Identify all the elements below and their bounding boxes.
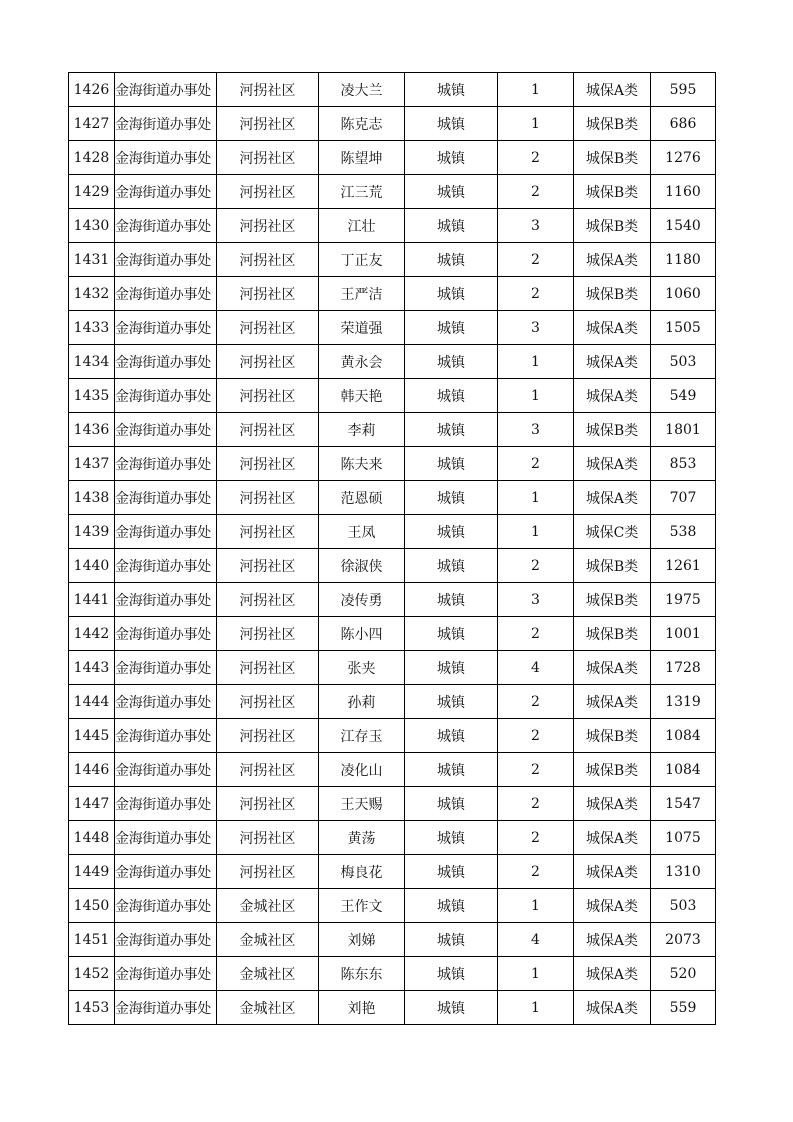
family-size-cell: 1 [498, 379, 574, 413]
office-cell: 金海街道办事处 [115, 753, 217, 787]
table-row [69, 991, 716, 1025]
community-cell: 河拐社区 [217, 787, 319, 821]
family-size-cell: 1 [498, 515, 574, 549]
household-type-cell: 城镇 [405, 821, 498, 855]
community-cell: 河拐社区 [217, 107, 319, 141]
insurance-category-cell: 城保B类 [574, 209, 651, 243]
insurance-category-cell: 城保A类 [574, 345, 651, 379]
serial-number-cell: 1431 [69, 243, 115, 277]
community-cell: 河拐社区 [217, 515, 319, 549]
insurance-category-cell: 城保A类 [574, 923, 651, 957]
amount-cell: 1310 [651, 855, 716, 889]
name-cell: 江存玉 [319, 719, 405, 753]
household-type-cell: 城镇 [405, 583, 498, 617]
name-cell: 陈望坤 [319, 141, 405, 175]
roster-table [68, 72, 716, 1025]
family-size-cell: 3 [498, 413, 574, 447]
household-type-cell: 城镇 [405, 753, 498, 787]
household-type-cell: 城镇 [405, 685, 498, 719]
insurance-category-cell: 城保A类 [574, 957, 651, 991]
table-row [69, 583, 716, 617]
table-row [69, 651, 716, 685]
community-cell: 河拐社区 [217, 209, 319, 243]
name-cell: 刘娣 [319, 923, 405, 957]
community-cell: 河拐社区 [217, 447, 319, 481]
household-type-cell: 城镇 [405, 787, 498, 821]
family-size-cell: 2 [498, 821, 574, 855]
family-size-cell: 1 [498, 73, 574, 107]
serial-number-cell: 1448 [69, 821, 115, 855]
family-size-cell: 1 [498, 481, 574, 515]
community-cell: 河拐社区 [217, 413, 319, 447]
insurance-category-cell: 城保A类 [574, 787, 651, 821]
office-cell: 金海街道办事处 [115, 413, 217, 447]
table-row [69, 889, 716, 923]
name-cell: 王作文 [319, 889, 405, 923]
name-cell: 范恩硕 [319, 481, 405, 515]
office-cell: 金海街道办事处 [115, 175, 217, 209]
table-row [69, 345, 716, 379]
name-cell: 王凤 [319, 515, 405, 549]
household-type-cell: 城镇 [405, 889, 498, 923]
household-type-cell: 城镇 [405, 719, 498, 753]
community-cell: 河拐社区 [217, 583, 319, 617]
community-cell: 河拐社区 [217, 243, 319, 277]
serial-number-cell: 1452 [69, 957, 115, 991]
family-size-cell: 2 [498, 855, 574, 889]
table-row [69, 447, 716, 481]
table-row [69, 617, 716, 651]
table-row [69, 685, 716, 719]
amount-cell: 1075 [651, 821, 716, 855]
amount-cell: 1261 [651, 549, 716, 583]
amount-cell: 1540 [651, 209, 716, 243]
serial-number-cell: 1444 [69, 685, 115, 719]
household-type-cell: 城镇 [405, 651, 498, 685]
insurance-category-cell: 城保A类 [574, 651, 651, 685]
office-cell: 金海街道办事处 [115, 243, 217, 277]
amount-cell: 1728 [651, 651, 716, 685]
community-cell: 金城社区 [217, 923, 319, 957]
insurance-category-cell: 城保B类 [574, 617, 651, 651]
household-type-cell: 城镇 [405, 957, 498, 991]
family-size-cell: 2 [498, 685, 574, 719]
household-type-cell: 城镇 [405, 515, 498, 549]
office-cell: 金海街道办事处 [115, 889, 217, 923]
family-size-cell: 4 [498, 923, 574, 957]
insurance-category-cell: 城保B类 [574, 175, 651, 209]
office-cell: 金海街道办事处 [115, 855, 217, 889]
name-cell: 凌大兰 [319, 73, 405, 107]
insurance-category-cell: 城保B类 [574, 413, 651, 447]
office-cell: 金海街道办事处 [115, 515, 217, 549]
name-cell: 梅良花 [319, 855, 405, 889]
name-cell: 江壮 [319, 209, 405, 243]
serial-number-cell: 1427 [69, 107, 115, 141]
household-type-cell: 城镇 [405, 311, 498, 345]
serial-number-cell: 1432 [69, 277, 115, 311]
table-row [69, 175, 716, 209]
office-cell: 金海街道办事处 [115, 923, 217, 957]
table-row [69, 821, 716, 855]
community-cell: 河拐社区 [217, 73, 319, 107]
community-cell: 河拐社区 [217, 175, 319, 209]
office-cell: 金海街道办事处 [115, 617, 217, 651]
insurance-category-cell: 城保A类 [574, 889, 651, 923]
household-type-cell: 城镇 [405, 481, 498, 515]
insurance-category-cell: 城保A类 [574, 447, 651, 481]
community-cell: 河拐社区 [217, 549, 319, 583]
household-type-cell: 城镇 [405, 107, 498, 141]
family-size-cell: 1 [498, 345, 574, 379]
amount-cell: 503 [651, 889, 716, 923]
family-size-cell: 3 [498, 583, 574, 617]
name-cell: 凌化山 [319, 753, 405, 787]
insurance-category-cell: 城保B类 [574, 583, 651, 617]
insurance-category-cell: 城保A类 [574, 311, 651, 345]
community-cell: 河拐社区 [217, 821, 319, 855]
family-size-cell: 1 [498, 889, 574, 923]
name-cell: 黄永会 [319, 345, 405, 379]
table-row [69, 413, 716, 447]
table-row [69, 719, 716, 753]
serial-number-cell: 1429 [69, 175, 115, 209]
household-type-cell: 城镇 [405, 141, 498, 175]
serial-number-cell: 1439 [69, 515, 115, 549]
insurance-category-cell: 城保A类 [574, 481, 651, 515]
insurance-category-cell: 城保A类 [574, 991, 651, 1025]
table-row [69, 243, 716, 277]
insurance-category-cell: 城保A类 [574, 821, 651, 855]
household-type-cell: 城镇 [405, 175, 498, 209]
office-cell: 金海街道办事处 [115, 821, 217, 855]
name-cell: 陈克志 [319, 107, 405, 141]
office-cell: 金海街道办事处 [115, 277, 217, 311]
amount-cell: 1060 [651, 277, 716, 311]
serial-number-cell: 1446 [69, 753, 115, 787]
insurance-category-cell: 城保A类 [574, 73, 651, 107]
name-cell: 荣道强 [319, 311, 405, 345]
name-cell: 江三荒 [319, 175, 405, 209]
office-cell: 金海街道办事处 [115, 549, 217, 583]
table-row [69, 787, 716, 821]
office-cell: 金海街道办事处 [115, 583, 217, 617]
table-row [69, 277, 716, 311]
amount-cell: 2073 [651, 923, 716, 957]
office-cell: 金海街道办事处 [115, 685, 217, 719]
family-size-cell: 2 [498, 175, 574, 209]
serial-number-cell: 1451 [69, 923, 115, 957]
amount-cell: 1001 [651, 617, 716, 651]
family-size-cell: 2 [498, 243, 574, 277]
table-row [69, 753, 716, 787]
community-cell: 河拐社区 [217, 617, 319, 651]
family-size-cell: 2 [498, 787, 574, 821]
household-type-cell: 城镇 [405, 73, 498, 107]
family-size-cell: 2 [498, 277, 574, 311]
community-cell: 河拐社区 [217, 685, 319, 719]
insurance-category-cell: 城保B类 [574, 719, 651, 753]
office-cell: 金海街道办事处 [115, 345, 217, 379]
serial-number-cell: 1447 [69, 787, 115, 821]
family-size-cell: 3 [498, 209, 574, 243]
amount-cell: 549 [651, 379, 716, 413]
community-cell: 河拐社区 [217, 481, 319, 515]
community-cell: 河拐社区 [217, 719, 319, 753]
amount-cell: 1084 [651, 719, 716, 753]
office-cell: 金海街道办事处 [115, 481, 217, 515]
table-row [69, 311, 716, 345]
community-cell: 金城社区 [217, 957, 319, 991]
office-cell: 金海街道办事处 [115, 447, 217, 481]
amount-cell: 1180 [651, 243, 716, 277]
insurance-category-cell: 城保B类 [574, 277, 651, 311]
amount-cell: 559 [651, 991, 716, 1025]
community-cell: 河拐社区 [217, 379, 319, 413]
serial-number-cell: 1441 [69, 583, 115, 617]
household-type-cell: 城镇 [405, 855, 498, 889]
name-cell: 丁正友 [319, 243, 405, 277]
office-cell: 金海街道办事处 [115, 651, 217, 685]
family-size-cell: 1 [498, 991, 574, 1025]
community-cell: 金城社区 [217, 889, 319, 923]
serial-number-cell: 1434 [69, 345, 115, 379]
family-size-cell: 2 [498, 549, 574, 583]
insurance-category-cell: 城保B类 [574, 549, 651, 583]
name-cell: 刘艳 [319, 991, 405, 1025]
family-size-cell: 1 [498, 957, 574, 991]
serial-number-cell: 1440 [69, 549, 115, 583]
amount-cell: 1975 [651, 583, 716, 617]
family-size-cell: 2 [498, 447, 574, 481]
community-cell: 河拐社区 [217, 277, 319, 311]
household-type-cell: 城镇 [405, 617, 498, 651]
name-cell: 黄荡 [319, 821, 405, 855]
table-row [69, 379, 716, 413]
amount-cell: 1547 [651, 787, 716, 821]
household-type-cell: 城镇 [405, 447, 498, 481]
household-type-cell: 城镇 [405, 549, 498, 583]
name-cell: 王天赐 [319, 787, 405, 821]
community-cell: 河拐社区 [217, 651, 319, 685]
table-row [69, 855, 716, 889]
household-type-cell: 城镇 [405, 243, 498, 277]
serial-number-cell: 1450 [69, 889, 115, 923]
table-row [69, 107, 716, 141]
insurance-category-cell: 城保A类 [574, 243, 651, 277]
community-cell: 河拐社区 [217, 855, 319, 889]
family-size-cell: 2 [498, 617, 574, 651]
serial-number-cell: 1428 [69, 141, 115, 175]
amount-cell: 520 [651, 957, 716, 991]
amount-cell: 1505 [651, 311, 716, 345]
name-cell: 陈东东 [319, 957, 405, 991]
office-cell: 金海街道办事处 [115, 73, 217, 107]
family-size-cell: 3 [498, 311, 574, 345]
table-row [69, 209, 716, 243]
serial-number-cell: 1442 [69, 617, 115, 651]
amount-cell: 1084 [651, 753, 716, 787]
serial-number-cell: 1443 [69, 651, 115, 685]
office-cell: 金海街道办事处 [115, 719, 217, 753]
family-size-cell: 1 [498, 107, 574, 141]
table-row [69, 549, 716, 583]
serial-number-cell: 1438 [69, 481, 115, 515]
household-type-cell: 城镇 [405, 345, 498, 379]
amount-cell: 686 [651, 107, 716, 141]
family-size-cell: 2 [498, 719, 574, 753]
household-type-cell: 城镇 [405, 379, 498, 413]
amount-cell: 1160 [651, 175, 716, 209]
community-cell: 河拐社区 [217, 345, 319, 379]
amount-cell: 1801 [651, 413, 716, 447]
table-row [69, 957, 716, 991]
name-cell: 王严洁 [319, 277, 405, 311]
name-cell: 孙莉 [319, 685, 405, 719]
serial-number-cell: 1435 [69, 379, 115, 413]
serial-number-cell: 1426 [69, 73, 115, 107]
name-cell: 凌传勇 [319, 583, 405, 617]
office-cell: 金海街道办事处 [115, 991, 217, 1025]
household-type-cell: 城镇 [405, 413, 498, 447]
name-cell: 陈小四 [319, 617, 405, 651]
insurance-category-cell: 城保B类 [574, 753, 651, 787]
household-type-cell: 城镇 [405, 209, 498, 243]
community-cell: 河拐社区 [217, 753, 319, 787]
amount-cell: 707 [651, 481, 716, 515]
household-type-cell: 城镇 [405, 277, 498, 311]
household-type-cell: 城镇 [405, 923, 498, 957]
community-cell: 河拐社区 [217, 311, 319, 345]
name-cell: 张夹 [319, 651, 405, 685]
amount-cell: 1319 [651, 685, 716, 719]
office-cell: 金海街道办事处 [115, 209, 217, 243]
amount-cell: 1276 [651, 141, 716, 175]
amount-cell: 503 [651, 345, 716, 379]
name-cell: 徐淑侠 [319, 549, 405, 583]
community-cell: 金城社区 [217, 991, 319, 1025]
amount-cell: 853 [651, 447, 716, 481]
serial-number-cell: 1436 [69, 413, 115, 447]
household-type-cell: 城镇 [405, 991, 498, 1025]
amount-cell: 595 [651, 73, 716, 107]
office-cell: 金海街道办事处 [115, 787, 217, 821]
insurance-category-cell: 城保A类 [574, 379, 651, 413]
insurance-category-cell: 城保A类 [574, 685, 651, 719]
insurance-category-cell: 城保A类 [574, 855, 651, 889]
name-cell: 李莉 [319, 413, 405, 447]
family-size-cell: 2 [498, 141, 574, 175]
name-cell: 陈夫来 [319, 447, 405, 481]
serial-number-cell: 1449 [69, 855, 115, 889]
serial-number-cell: 1445 [69, 719, 115, 753]
serial-number-cell: 1430 [69, 209, 115, 243]
roster-body [69, 73, 716, 1025]
insurance-category-cell: 城保B类 [574, 141, 651, 175]
name-cell: 韩天艳 [319, 379, 405, 413]
office-cell: 金海街道办事处 [115, 107, 217, 141]
table-row [69, 923, 716, 957]
office-cell: 金海街道办事处 [115, 311, 217, 345]
community-cell: 河拐社区 [217, 141, 319, 175]
insurance-category-cell: 城保B类 [574, 107, 651, 141]
office-cell: 金海街道办事处 [115, 379, 217, 413]
table-row [69, 481, 716, 515]
office-cell: 金海街道办事处 [115, 141, 217, 175]
serial-number-cell: 1433 [69, 311, 115, 345]
table-row [69, 141, 716, 175]
table-row [69, 515, 716, 549]
serial-number-cell: 1453 [69, 991, 115, 1025]
insurance-category-cell: 城保C类 [574, 515, 651, 549]
family-size-cell: 4 [498, 651, 574, 685]
family-size-cell: 2 [498, 753, 574, 787]
amount-cell: 538 [651, 515, 716, 549]
serial-number-cell: 1437 [69, 447, 115, 481]
office-cell: 金海街道办事处 [115, 957, 217, 991]
table-row [69, 73, 716, 107]
